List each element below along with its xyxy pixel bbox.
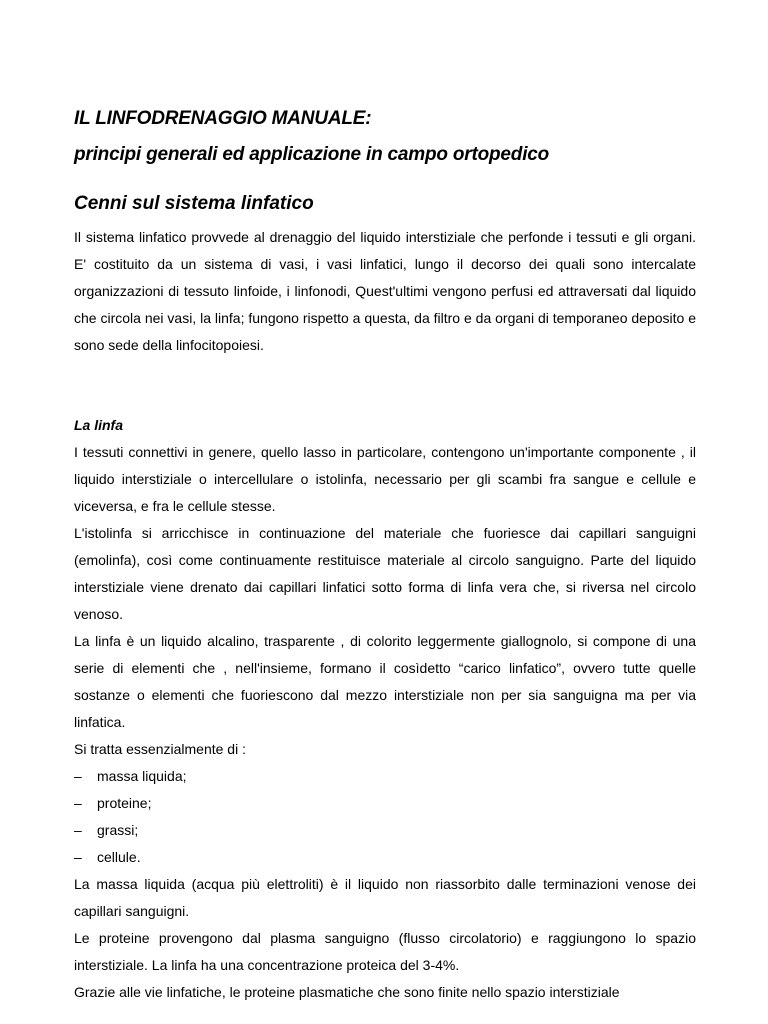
list-item-text: grassi; bbox=[97, 822, 139, 838]
section-heading-linfa: La linfa bbox=[74, 417, 124, 433]
paragraph: La linfa è un liquido alcalino, trasparente , di colorito leggermente giallognolo, si compone di una serie di elementi che , nell'insieme, formano il cosìdetto “carico linfatico”, ovvero tutte quelle sostanze o elementi che fuoriescono dal mezzo interstiziale non per sia sanguigna ma per via linfatica. bbox=[74, 633, 696, 730]
paragraph: L'istolinfa si arricchisce in continuazione del materiale che fuoriesce dai capillari sanguigni (emolinfa), così come continuamente restituisce materiale al circolo sanguigno. Parte del liquido interstiziale viene drenato dai capillari linfatici sotto forma di linfa vera che, si riversa nel circolo venoso. bbox=[74, 525, 696, 622]
paragraph: La massa liquida (acqua più elettroliti) è il liquido non riassorbito dalle terminazioni venose dei capillari sanguigni. bbox=[74, 876, 696, 919]
list-item bbox=[74, 844, 696, 871]
list-item bbox=[74, 790, 696, 817]
dash-marker: – bbox=[74, 768, 82, 784]
list-item bbox=[74, 763, 696, 790]
section-heading-sistema-linfatico: Cenni sul sistema linfatico bbox=[74, 193, 314, 214]
document-subtitle: principi generali ed applicazione in campo ortopedico bbox=[74, 144, 550, 165]
list-item-text: cellule. bbox=[97, 849, 141, 865]
paragraph: Il sistema linfatico provvede al drenaggio del liquido interstiziale che perfonde i tessuti e gli organi. E' costituito da un sistema di vasi, i vasi linfatici, lungo il decorso dei quali sono intercalate organizzazioni di tessuto linfoide, i linfonodi, Quest'ultimi vengono perfusi ed attraversati dal liquido che circola nei vasi, la linfa; fungono rispetto a questa, da filtro e da organi di temporaneo deposito e sono sede della linfocitopoiesi. bbox=[74, 229, 696, 353]
paragraph: Si tratta essenzialmente di : bbox=[74, 741, 246, 757]
document-title: IL LINFODRENAGGIO MANUALE: bbox=[74, 108, 372, 129]
list-item bbox=[74, 817, 696, 844]
paragraph: Grazie alle vie linfatiche, le proteine plasmatiche che sono finite nello spazio interstiziale bbox=[74, 984, 620, 1000]
paragraph: I tessuti connettivi in genere, quello lasso in particolare, contengono un'importante componente , il liquido interstiziale o intercellulare o istolinfa, necessario per gli scambi fra sangue e cellule e viceversa, e fra le cellule stesse. bbox=[74, 444, 696, 514]
dash-marker: – bbox=[74, 795, 82, 811]
dash-marker: – bbox=[74, 849, 82, 865]
list-item-text: massa liquida; bbox=[97, 768, 187, 784]
dash-marker: – bbox=[74, 822, 82, 838]
component-list bbox=[74, 763, 696, 871]
list-item-text: proteine; bbox=[97, 795, 152, 811]
paragraph: Le proteine provengono dal plasma sanguigno (flusso circolatorio) e raggiungono lo spazio interstiziale. La linfa ha una concentrazione proteica del 3-4%. bbox=[74, 930, 696, 973]
